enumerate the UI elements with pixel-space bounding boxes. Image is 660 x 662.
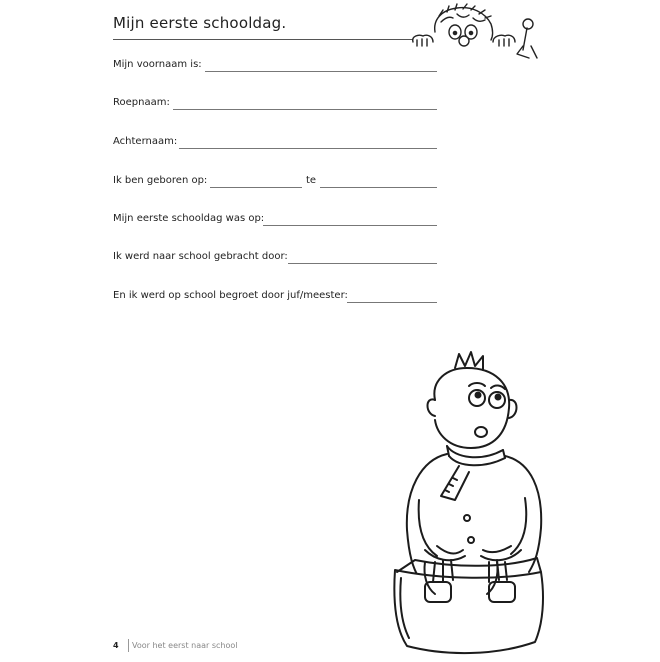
field-label: Mijn eerste schooldag was op:: [113, 213, 265, 224]
child-peeking-illustration: [405, 2, 545, 64]
last-name-input-line[interactable]: [179, 148, 437, 149]
field-label: Mijn voornaam is:: [113, 59, 202, 70]
birth-date-input-line[interactable]: [210, 187, 302, 188]
greeted-by-input-line[interactable]: [347, 302, 437, 303]
field-label: Ik ben geboren op:: [113, 175, 208, 186]
birth-place-connector: te: [306, 175, 317, 186]
first-name-input-line[interactable]: [205, 71, 437, 72]
brought-by-input-line[interactable]: [288, 263, 437, 264]
page-number: 4: [113, 641, 119, 650]
field-brought-by: [113, 251, 443, 267]
field-greeted-by: [113, 290, 443, 306]
book-title: Voor het eerst naar school: [132, 641, 238, 650]
field-last-name: [113, 136, 443, 152]
field-label: Roepnaam:: [113, 97, 170, 108]
field-first-name: [113, 59, 443, 75]
boy-with-schoolbag-illustration: [385, 350, 555, 662]
field-label: Ik werd naar school gebracht door:: [113, 251, 288, 262]
page-title: Mijn eerste schooldag.: [113, 14, 287, 32]
first-school-day-input-line[interactable]: [263, 225, 437, 226]
title-underline: [113, 39, 413, 40]
birth-place-input-line[interactable]: [320, 187, 437, 188]
nickname-input-line[interactable]: [173, 109, 437, 110]
field-label: En ik werd op school begroet door juf/meester:: [113, 290, 348, 301]
field-first-school-day: [113, 213, 443, 229]
field-nickname: [113, 97, 443, 113]
field-label: Achternaam:: [113, 136, 178, 147]
field-birth: [113, 175, 443, 191]
footer-divider: [128, 639, 129, 652]
